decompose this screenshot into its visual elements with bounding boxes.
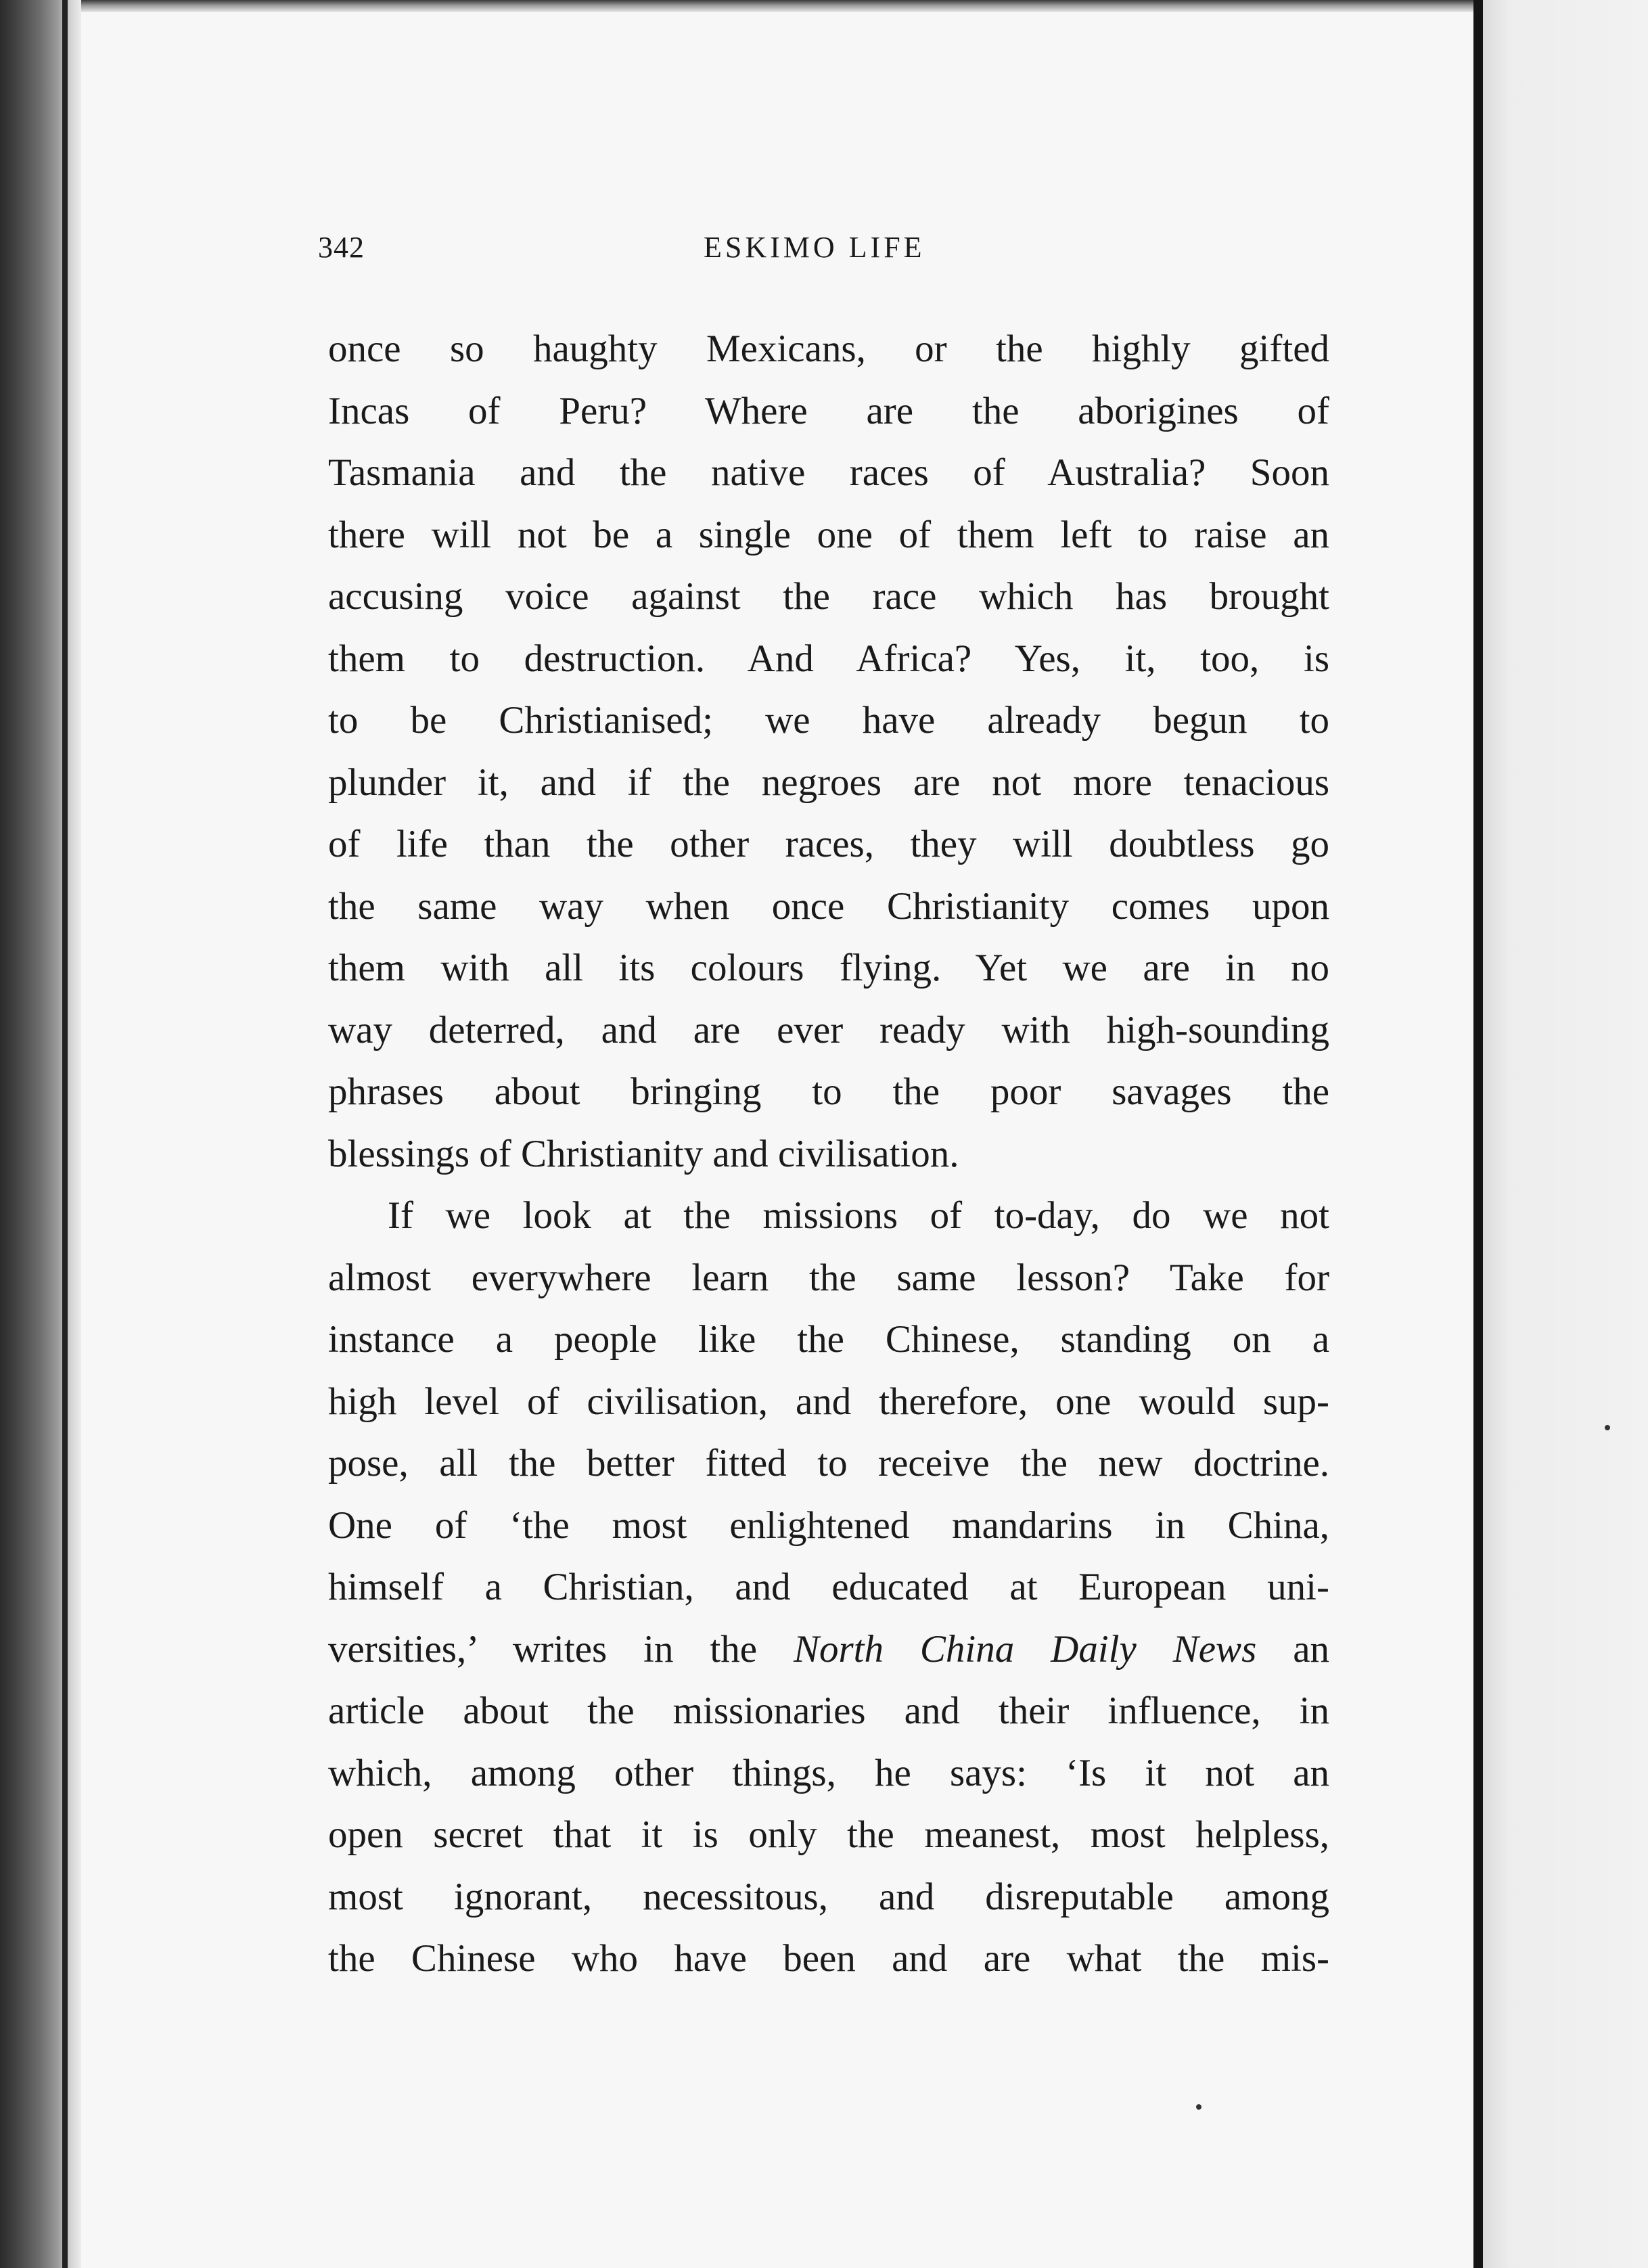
text-line: them to destruction. And Africa? Yes, it, too, is: [328, 637, 1329, 680]
text-line: pose, all the better fitted to receive the new doctrine.: [328, 1442, 1329, 1484]
newspaper-title: North China Daily News: [793, 1627, 1257, 1671]
text-line: blessings of Christianity and civilisation.: [328, 1132, 959, 1175]
text-line: the same way when once Christianity comes upon: [328, 884, 1329, 928]
text-line: most ignorant, necessitous, and disreputable among: [328, 1875, 1329, 1918]
running-title: ESKIMO LIFE: [704, 231, 925, 264]
paper-speck: [1605, 1425, 1610, 1430]
text-line: Tasmania and the native races of Australia? Soon: [328, 451, 1329, 494]
text-line: One of ‘the most enlightened mandarins in China,: [328, 1503, 1329, 1547]
text-line: of life than the other races, they will doubtless go: [328, 823, 1329, 865]
text-line-with-title: [328, 1618, 1329, 1681]
paragraph-1: [328, 318, 1329, 1185]
text-segment: an: [1256, 1627, 1329, 1671]
text-line: which, among other things, he says: ‘Is it not an: [328, 1751, 1329, 1794]
text-line: article about the missionaries and their influence, in: [328, 1689, 1329, 1732]
book-binding: [0, 0, 81, 2268]
text-line: If we look at the missions of to-day, do we not: [388, 1194, 1329, 1237]
text-line: them with all its colours flying. Yet we are in no: [328, 947, 1329, 989]
text-line: way deterred, and are ever ready with high-sounding: [328, 1008, 1329, 1051]
text-line: Incas of Peru? Where are the aborigines of: [328, 389, 1329, 432]
text-line: there will not be a single one of them left to raise an: [328, 513, 1329, 556]
text-line: open secret that it is only the meanest, most helpless,: [328, 1813, 1329, 1856]
text-line: to be Christianised; we have already begun to: [328, 699, 1329, 742]
page-right-edge: [1473, 0, 1483, 2268]
text-segment: versities,’ writes in the: [328, 1627, 794, 1671]
text-line: the Chinese who have been and are what the mis-: [328, 1937, 1329, 1980]
text-line: once so haughty Mexicans, or the highly gifted: [328, 327, 1329, 370]
running-head: [318, 230, 1333, 271]
text-line: high level of civilisation, and therefore, one would sup-: [328, 1380, 1329, 1423]
text-line: himself a Christian, and educated at European uni-: [328, 1566, 1329, 1608]
binding-gutter-line: [62, 0, 68, 2268]
text-line: accusing voice against the race which has brought: [328, 575, 1329, 618]
text-line: plunder it, and if the negroes are not more tenacious: [328, 761, 1329, 804]
text-line: almost everywhere learn the same lesson? Take for: [328, 1256, 1329, 1299]
text-line: instance a people like the Chinese, standing on a: [328, 1318, 1329, 1361]
paper-speck: [1196, 2104, 1201, 2110]
paragraph-2: [328, 1185, 1329, 1990]
text-line: phrases about bringing to the poor savages the: [328, 1070, 1329, 1113]
page-top-edge: [68, 0, 1648, 12]
page-number: 342: [318, 231, 365, 264]
body-text: [328, 318, 1329, 1990]
facing-page-strip: [1483, 0, 1648, 2268]
